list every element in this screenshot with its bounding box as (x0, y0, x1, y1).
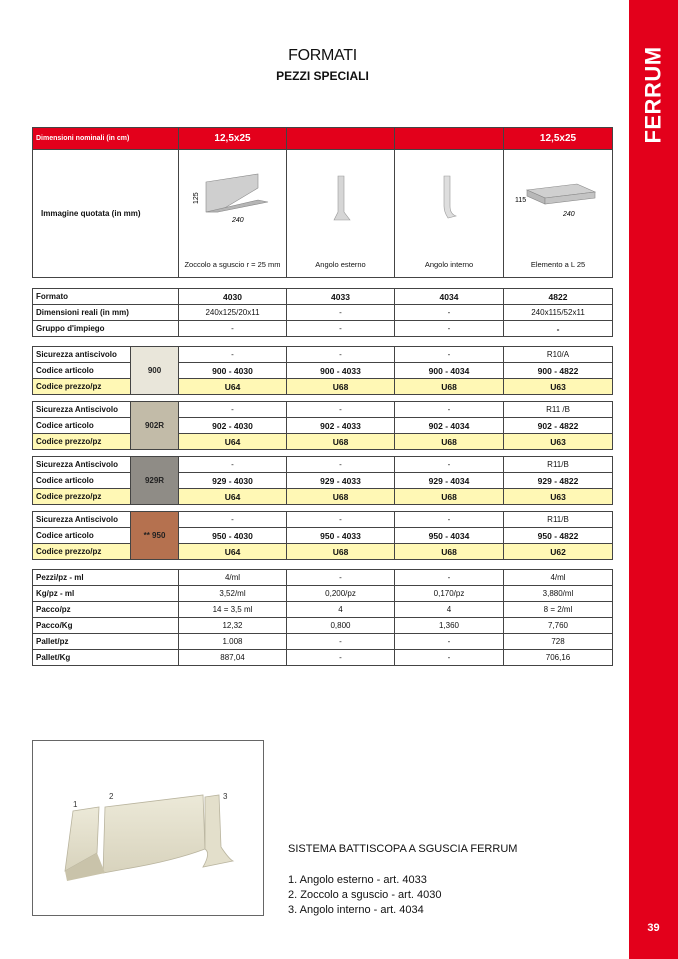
header-format-1: 12,5x25 (179, 128, 287, 150)
row-label: Pezzi/pz - ml (33, 570, 179, 586)
row-label: Pallet/Kg (33, 650, 179, 666)
cell: U64 (179, 489, 287, 505)
system-item-3: 3. Angolo interno - art. 4034 (288, 904, 424, 916)
series-table-902r (32, 401, 613, 450)
row-label: Codice prezzo/pz (33, 489, 131, 505)
cell: 1,360 (395, 618, 504, 634)
battiscopa-photo-drawing (33, 741, 263, 915)
cell: 4/ml (504, 570, 613, 586)
row-label: Codice articolo (33, 418, 131, 434)
cell: U64 (179, 434, 287, 450)
series-row (33, 528, 613, 544)
cell: 4822 (504, 289, 613, 305)
cell: - (395, 650, 504, 666)
caption-elemento-l: Elemento a L 25 (530, 260, 586, 269)
caption-angolo-esterno: Angolo esterno (315, 260, 366, 269)
cell: U68 (287, 489, 395, 505)
dim-240: 240 (231, 217, 244, 224)
cell: 902 - 4030 (179, 418, 287, 434)
elemento-l-drawing (513, 172, 603, 232)
color-swatch: 900 (131, 347, 179, 395)
cell: U64 (179, 544, 287, 560)
cell: 887,04 (179, 650, 287, 666)
row-label: Codice prezzo/pz (33, 544, 131, 560)
image-row (33, 150, 613, 278)
cell: 0,200/pz (287, 586, 395, 602)
cell: 950 - 4030 (179, 528, 287, 544)
page-title: FORMATI (288, 47, 357, 64)
system-item-1: 1. Angolo esterno - art. 4033 (288, 874, 427, 886)
color-swatch: 929R (131, 457, 179, 505)
image-cell-4034 (395, 150, 504, 278)
row-label: Codice articolo (33, 473, 131, 489)
cell: U62 (504, 544, 613, 560)
cell: 900 - 4822 (504, 363, 613, 379)
row-label: Sicurezza Antiscivolo (33, 457, 131, 473)
cell: 7,760 (504, 618, 613, 634)
cell: 900 - 4033 (287, 363, 395, 379)
system-item-2: 2. Zoccolo a sguscio - art. 4030 (288, 889, 442, 901)
row-label: Codice articolo (33, 363, 131, 379)
row-label: Codice prezzo/pz (33, 434, 131, 450)
row-label: Dimensioni reali (in mm) (33, 305, 179, 321)
cell: 12,32 (179, 618, 287, 634)
dim-125: 125 (192, 192, 200, 204)
series-row (33, 379, 613, 395)
header-table (32, 127, 613, 278)
color-swatch: 902R (131, 402, 179, 450)
cell: 900 - 4030 (179, 363, 287, 379)
series-row (33, 457, 613, 473)
cell: - (395, 321, 504, 337)
dim-240-b: 240 (563, 211, 575, 218)
angolo-interno-drawing (434, 172, 464, 232)
gruppo-row (33, 321, 613, 337)
row-label: Kg/pz - ml (33, 586, 179, 602)
system-list (288, 873, 441, 918)
cell: 4033 (287, 289, 395, 305)
packing-row (33, 602, 613, 618)
cell: 240x125/20x11 (179, 305, 287, 321)
cell: - (287, 402, 395, 418)
page-number: 39 (647, 922, 660, 934)
series-row (33, 402, 613, 418)
row-label: Sicurezza Antiscivolo (33, 402, 131, 418)
caption-angolo-interno: Angolo interno (424, 260, 474, 269)
dim-115: 115 (515, 197, 527, 204)
cell: 902 - 4034 (395, 418, 504, 434)
row-label: Pacco/Kg (33, 618, 179, 634)
cell: R10/A (504, 347, 613, 363)
header-row (33, 128, 613, 150)
cell: U68 (395, 379, 504, 395)
color-swatch: ** 950 (131, 512, 179, 560)
cell: - (179, 321, 287, 337)
formato-row (33, 289, 613, 305)
cell: - (287, 321, 395, 337)
series-row (33, 473, 613, 489)
row-label: Pallet/pz (33, 634, 179, 650)
packing-row (33, 634, 613, 650)
series-table-900 (32, 346, 613, 395)
cell: 4/ml (179, 570, 287, 586)
caption-zoccolo: Zoccolo a sguscio r = 25 mm (184, 260, 281, 269)
row-label: Sicurezza antiscivolo (33, 347, 131, 363)
dimensioni-row (33, 305, 613, 321)
cell: - (287, 570, 395, 586)
row-label: Codice prezzo/pz (33, 379, 131, 395)
cell: 3,880/ml (504, 586, 613, 602)
image-row-label: Immagine quotata (in mm) (33, 150, 179, 278)
row-label: Pacco/pz (33, 602, 179, 618)
packing-table (32, 569, 613, 666)
cell: 929 - 4822 (504, 473, 613, 489)
cell: - (287, 347, 395, 363)
series-row (33, 363, 613, 379)
series-row (33, 418, 613, 434)
cell: U68 (395, 434, 504, 450)
cell: - (395, 634, 504, 650)
cell: 1.008 (179, 634, 287, 650)
header-format-2 (287, 128, 395, 150)
photo-label-2: 2 (109, 792, 114, 801)
cell: 929 - 4034 (395, 473, 504, 489)
cell: U68 (287, 544, 395, 560)
cell: 900 - 4034 (395, 363, 504, 379)
photo-label-1: 1 (73, 800, 78, 809)
image-cell-4033 (287, 150, 395, 278)
cell: 4034 (395, 289, 504, 305)
cell: 8 = 2/ml (504, 602, 613, 618)
series-row (33, 434, 613, 450)
packing-row (33, 618, 613, 634)
cell: - (395, 347, 504, 363)
header-label: Dimensioni nominali (in cm) (33, 128, 179, 150)
cell: U64 (179, 379, 287, 395)
image-cell-4822 (504, 150, 613, 278)
series-row (33, 512, 613, 528)
cell: - (504, 321, 613, 337)
cell: - (395, 512, 504, 528)
cell: - (287, 457, 395, 473)
photo-label-3: 3 (223, 792, 228, 801)
cell: - (395, 457, 504, 473)
cell: - (395, 570, 504, 586)
row-label: Sicurezza Antiscivolo (33, 512, 131, 528)
cell: 3,52/ml (179, 586, 287, 602)
cell: 0,170/pz (395, 586, 504, 602)
header-format-3 (395, 128, 504, 150)
cell: 929 - 4030 (179, 473, 287, 489)
cell: - (179, 457, 287, 473)
cell: 950 - 4822 (504, 528, 613, 544)
brand-text: FERRUM (640, 46, 666, 144)
cell: - (395, 402, 504, 418)
image-cell-4030 (179, 150, 287, 278)
packing-row (33, 586, 613, 602)
cell: - (287, 650, 395, 666)
cell: 4030 (179, 289, 287, 305)
cell: R11/B (504, 512, 613, 528)
series-row (33, 347, 613, 363)
cell: 902 - 4033 (287, 418, 395, 434)
row-label: Gruppo d'impiego (33, 321, 179, 337)
cell: - (287, 634, 395, 650)
row-label: Formato (33, 289, 179, 305)
cell: - (287, 305, 395, 321)
series-row (33, 544, 613, 560)
cell: 14 = 3,5 ml (179, 602, 287, 618)
cell: - (179, 512, 287, 528)
cell: R11/B (504, 457, 613, 473)
zoccolo-drawing (188, 172, 278, 232)
cell: - (287, 512, 395, 528)
cell: 4 (395, 602, 504, 618)
series-row (33, 489, 613, 505)
cell: - (179, 402, 287, 418)
general-table (32, 288, 613, 337)
cell: - (395, 305, 504, 321)
cell: 929 - 4033 (287, 473, 395, 489)
header-format-4: 12,5x25 (504, 128, 613, 150)
cell: U68 (395, 544, 504, 560)
cell: 0,800 (287, 618, 395, 634)
series-table-929r (32, 456, 613, 505)
series-table-950 (32, 511, 613, 560)
packing-row (33, 570, 613, 586)
cell: U63 (504, 489, 613, 505)
cell: 950 - 4034 (395, 528, 504, 544)
row-label: Codice articolo (33, 528, 131, 544)
cell: 902 - 4822 (504, 418, 613, 434)
system-title: SISTEMA BATTISCOPA A SGUSCIA FERRUM (288, 843, 518, 855)
cell: R11 /B (504, 402, 613, 418)
cell: U63 (504, 434, 613, 450)
cell: 4 (287, 602, 395, 618)
cell: 706,16 (504, 650, 613, 666)
cell: 240x115/52x11 (504, 305, 613, 321)
cell: U63 (504, 379, 613, 395)
cell: U68 (395, 489, 504, 505)
cell: U68 (287, 379, 395, 395)
brand-label (629, 40, 678, 150)
system-photo (32, 740, 264, 916)
packing-row (33, 650, 613, 666)
cell: 950 - 4033 (287, 528, 395, 544)
page-subtitle: PEZZI SPECIALI (276, 69, 369, 83)
angolo-esterno-drawing (326, 172, 356, 232)
cell: 728 (504, 634, 613, 650)
cell: U68 (287, 434, 395, 450)
cell: - (179, 347, 287, 363)
